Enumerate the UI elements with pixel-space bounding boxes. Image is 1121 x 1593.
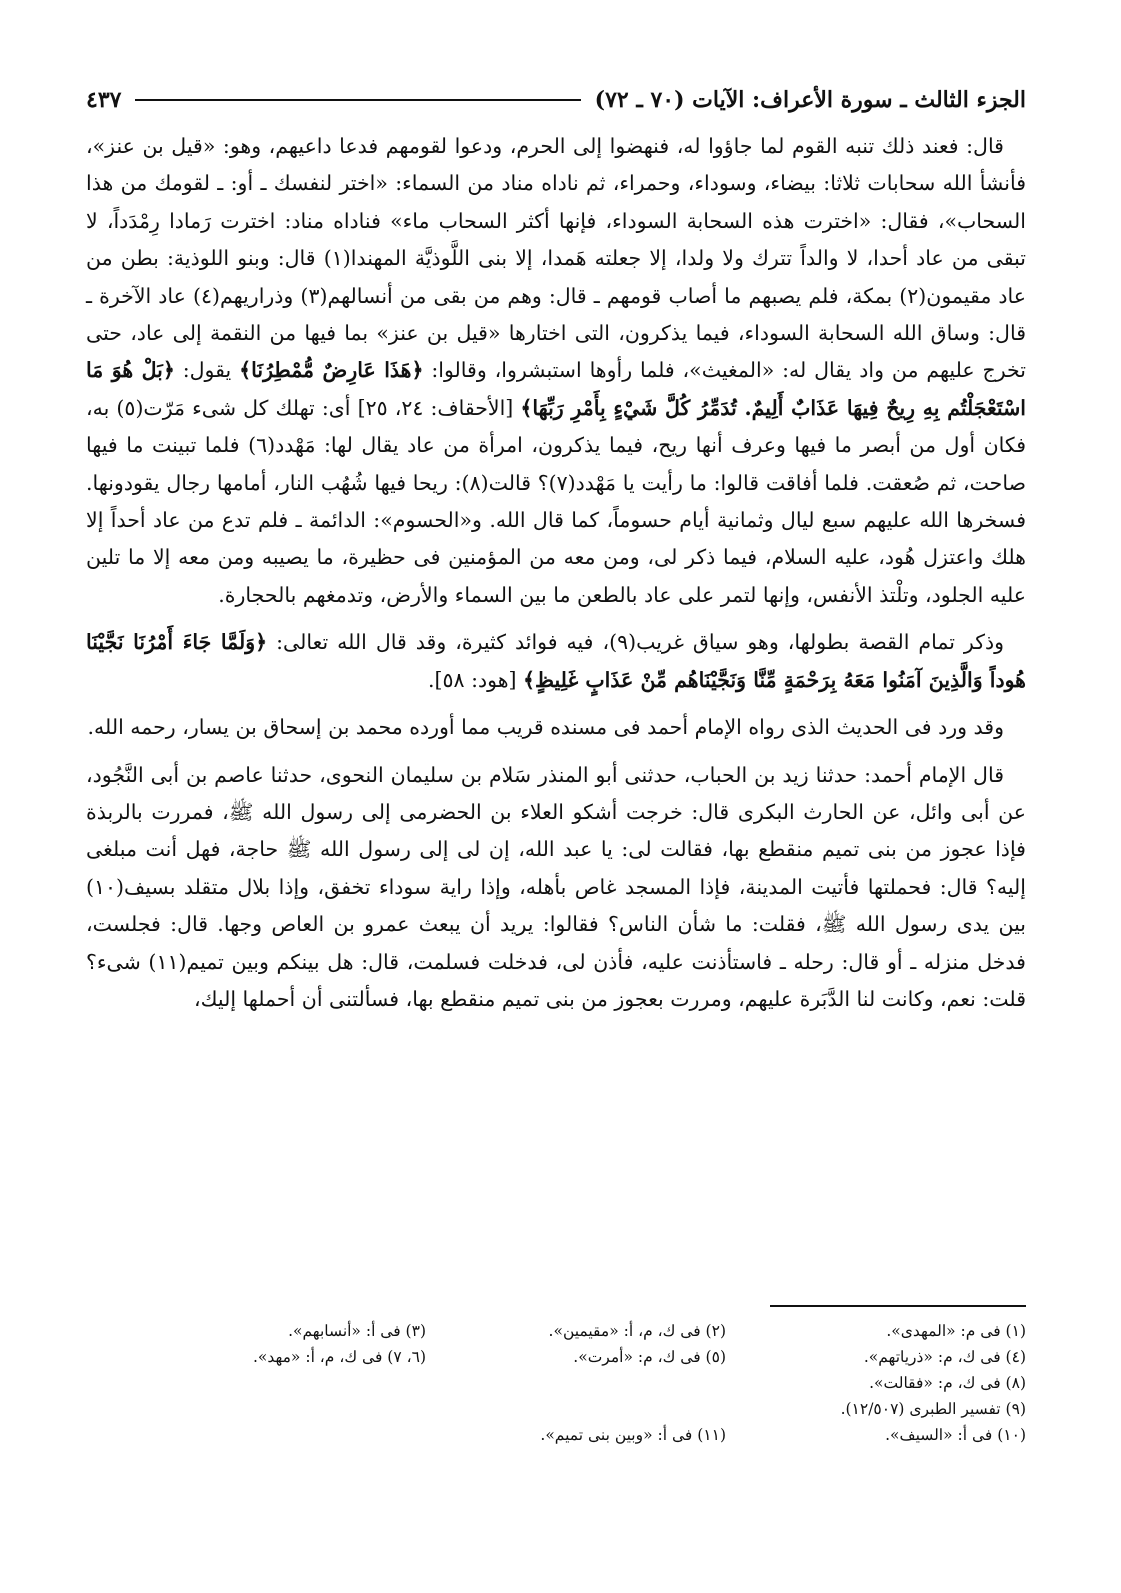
footnotes [86, 1318, 1026, 1448]
body-text [86, 128, 1026, 1024]
footnote-row [86, 1344, 1026, 1370]
footnote: (٥) فى ك، م: «أمرت». [573, 1348, 726, 1366]
footnote: (٣) فى أ: «أنسابهم». [288, 1322, 426, 1340]
quran-verse: ﴿هَذَا عَارِضٌ مُّمْطِرُنَا﴾ [239, 358, 424, 383]
footnote-row [86, 1396, 1026, 1422]
footnote: (٨) فى ك، م: «فقالت». [869, 1374, 1026, 1392]
footnote: (٦، ٧) فى ك، م، أ: «مهد». [252, 1348, 426, 1366]
footnote-row [86, 1318, 1026, 1344]
text-run: وذكر تمام القصة بطولها، وهو سياق غريب(٩)، فيه فوائد كثيرة، وقد قال الله تعالى: [267, 630, 1004, 655]
footnote-separator [770, 1305, 1026, 1307]
page-header [86, 80, 1026, 120]
quran-verse: ﴿وَلَمَّا جَاءَ أَمْرُنَا نَجَّيْنَا هُوداً وَالَّذِينَ آمَنُوا مَعَهُ بِرَحْمَةٍ مِّنَّا وَنَجَّيْنَاهُم مِّنْ عَذَابٍ غَلِيظٍ﴾ [86, 630, 1026, 692]
footnote: (١٠) فى أ: «السيف». [885, 1426, 1026, 1444]
running-title: الجزء الثالث ـ سورة الأعراف: الآيات (٧٠ ـ ٧٢) [594, 87, 1026, 113]
text-run: [هود: ٥٨]. [428, 667, 524, 692]
footnote: (٩) تفسير الطبرى (١٢/٥٠٧). [840, 1400, 1026, 1418]
paragraph-3 [86, 709, 1026, 746]
text-run: يقول: [174, 358, 240, 383]
text-run: قال: فعند ذلك تنبه القوم لما جاؤوا له، فنهضوا إلى الحرم، ودعوا لقومهم فدعا داعيهم، وهو: «قيل بن عنز»، فأنشأ الله سحابات ثلاثا: بيضاء، وسوداء، وحمراء، ثم ناداه مناد من السماء: «اختر لنفسك ـ أو: ـ لقومك من هذا السحاب»، فقال: «اخترت هذه السحابة السوداء، فإنها أكثر السحاب ماء» فناداه مناد: اخترت رَمادا رِمْدَداً، لا تبقى من عاد أحدا، لا والداً تترك ولا ولدا، إلا جعلته هَمدا، إلا بنى اللَّوذيَّة المهندا(١) قال: وبنو اللوذية: بطن من عاد مقيمون(٢) بمكة، فلم يصبهم ما أصاب قومهم ـ قال: وهم من بقى من أنسالهم(٣) وذراريهم(٤) عاد الآخرة ـ قال: وساق الله السحابة السوداء، فيما يذكرون، التى اختارها «قيل بن عنز» بما فيها من النقمة إلى عاد، حتى تخرج عليهم من واد يقال له: «المغيث»، فلما رأوها استبشروا، وقالوا: [86, 134, 1026, 383]
footnote: (١) فى م: «المهدى». [886, 1322, 1026, 1340]
text-run: وقد ورد فى الحديث الذى رواه الإمام أحمد فى مسنده قريب مما أورده محمد بن إسحاق بن يسار، رحمه الله. [87, 715, 1004, 740]
footnote-row [86, 1370, 1026, 1396]
paragraph-4 [86, 757, 1026, 1019]
quran-verse: ﴿بَلْ هُوَ مَا اسْتَعْجَلْتُم بِهِ رِيحٌ فِيهَا عَذَابٌ أَلِيمٌ. تُدَمِّرُ كُلَّ شَيْءٍ بِأَمْرِ رَبِّهَا﴾ [86, 358, 1026, 420]
footnote: (١١) فى أ: «وبين بنى تميم». [540, 1426, 726, 1444]
footnote: (٢) فى ك، م، أ: «مقيمين». [548, 1322, 726, 1340]
page-number: ٤٣٧ [86, 87, 122, 113]
paragraph-1 [86, 128, 1026, 614]
footnote-row [86, 1422, 1026, 1448]
text-run: [الأحقاف: ٢٤، ٢٥] أى: تهلك كل شىء مَرّت(٥) به، فكان أول من أبصر ما فيها وعرف أنها ريح، فيما يذكرون، امرأة من عاد يقال لها: مَهْدد(٦) فلما تبينت ما فيها صاحت، ثم صُعقت. فلما أفاقت قالوا: ما رأيت يا مَهْدد(٧)؟ قالت(٨): ريحا فيها شُهُب النار، أمامها رجال يقودونها. فسخرها الله عليهم سبع ليال وثمانية أيام حسوماً، كما قال الله. و«الحسوم»: الدائمة ـ فلم تدع من عاد أحداً إلا هلك واعتزل هُود، عليه السلام، فيما ذكر لى، ومن معه من المؤمنين فى حظيرة، ما يصيبه ومن معه إلا ما تلين عليه الجلود، وتلْتذ الأنفس، وإنها لتمر على عاد بالطعن ما بين السماء والأرض، وتدمغهم بالحجارة. [86, 395, 1026, 607]
footnote: (٤) فى ك، م: «ذرياتهم». [863, 1348, 1026, 1366]
text-run: قال الإمام أحمد: حدثنا زيد بن الحباب، حدثنى أبو المنذر سَلام بن سليمان النحوى، حدثنا عاصم بن أبى النَّجُود، عن أبى وائل، عن الحارث البكرى قال: خرجت أشكو العلاء بن الحضرمى إلى رسول الله ﷺ، فمررت بالربذة فإذا عجوز من بنى تميم منقطع بها، فقالت لى: يا عبد الله، إن لى إلى رسول الله ﷺ حاجة، فهل أنت مبلغى إليه؟ قال: فحملتها فأتيت المدينة، فإذا المسجد غاص بأهله، وإذا راية سوداء تخفق، وإذا بلال متقلد بسيف(١٠) بين يدى رسول الله ﷺ، فقلت: ما شأن الناس؟ فقالوا: يريد أن يبعث عمرو بن العاص وجها. قال: فجلست، فدخل منزله ـ أو قال: رحله ـ فاستأذنت عليه، فأذن لى، فدخلت فسلمت، قال: هل بينكم وبين تميم(١١) شىء؟ قلت: نعم، وكانت لنا الدَّبَرة عليهم، ومررت بعجوز من بنى تميم منقطع بها، فسألتنى أن أحملها إليك، [86, 762, 1026, 1011]
paragraph-2 [86, 624, 1026, 699]
header-rule [135, 99, 580, 101]
